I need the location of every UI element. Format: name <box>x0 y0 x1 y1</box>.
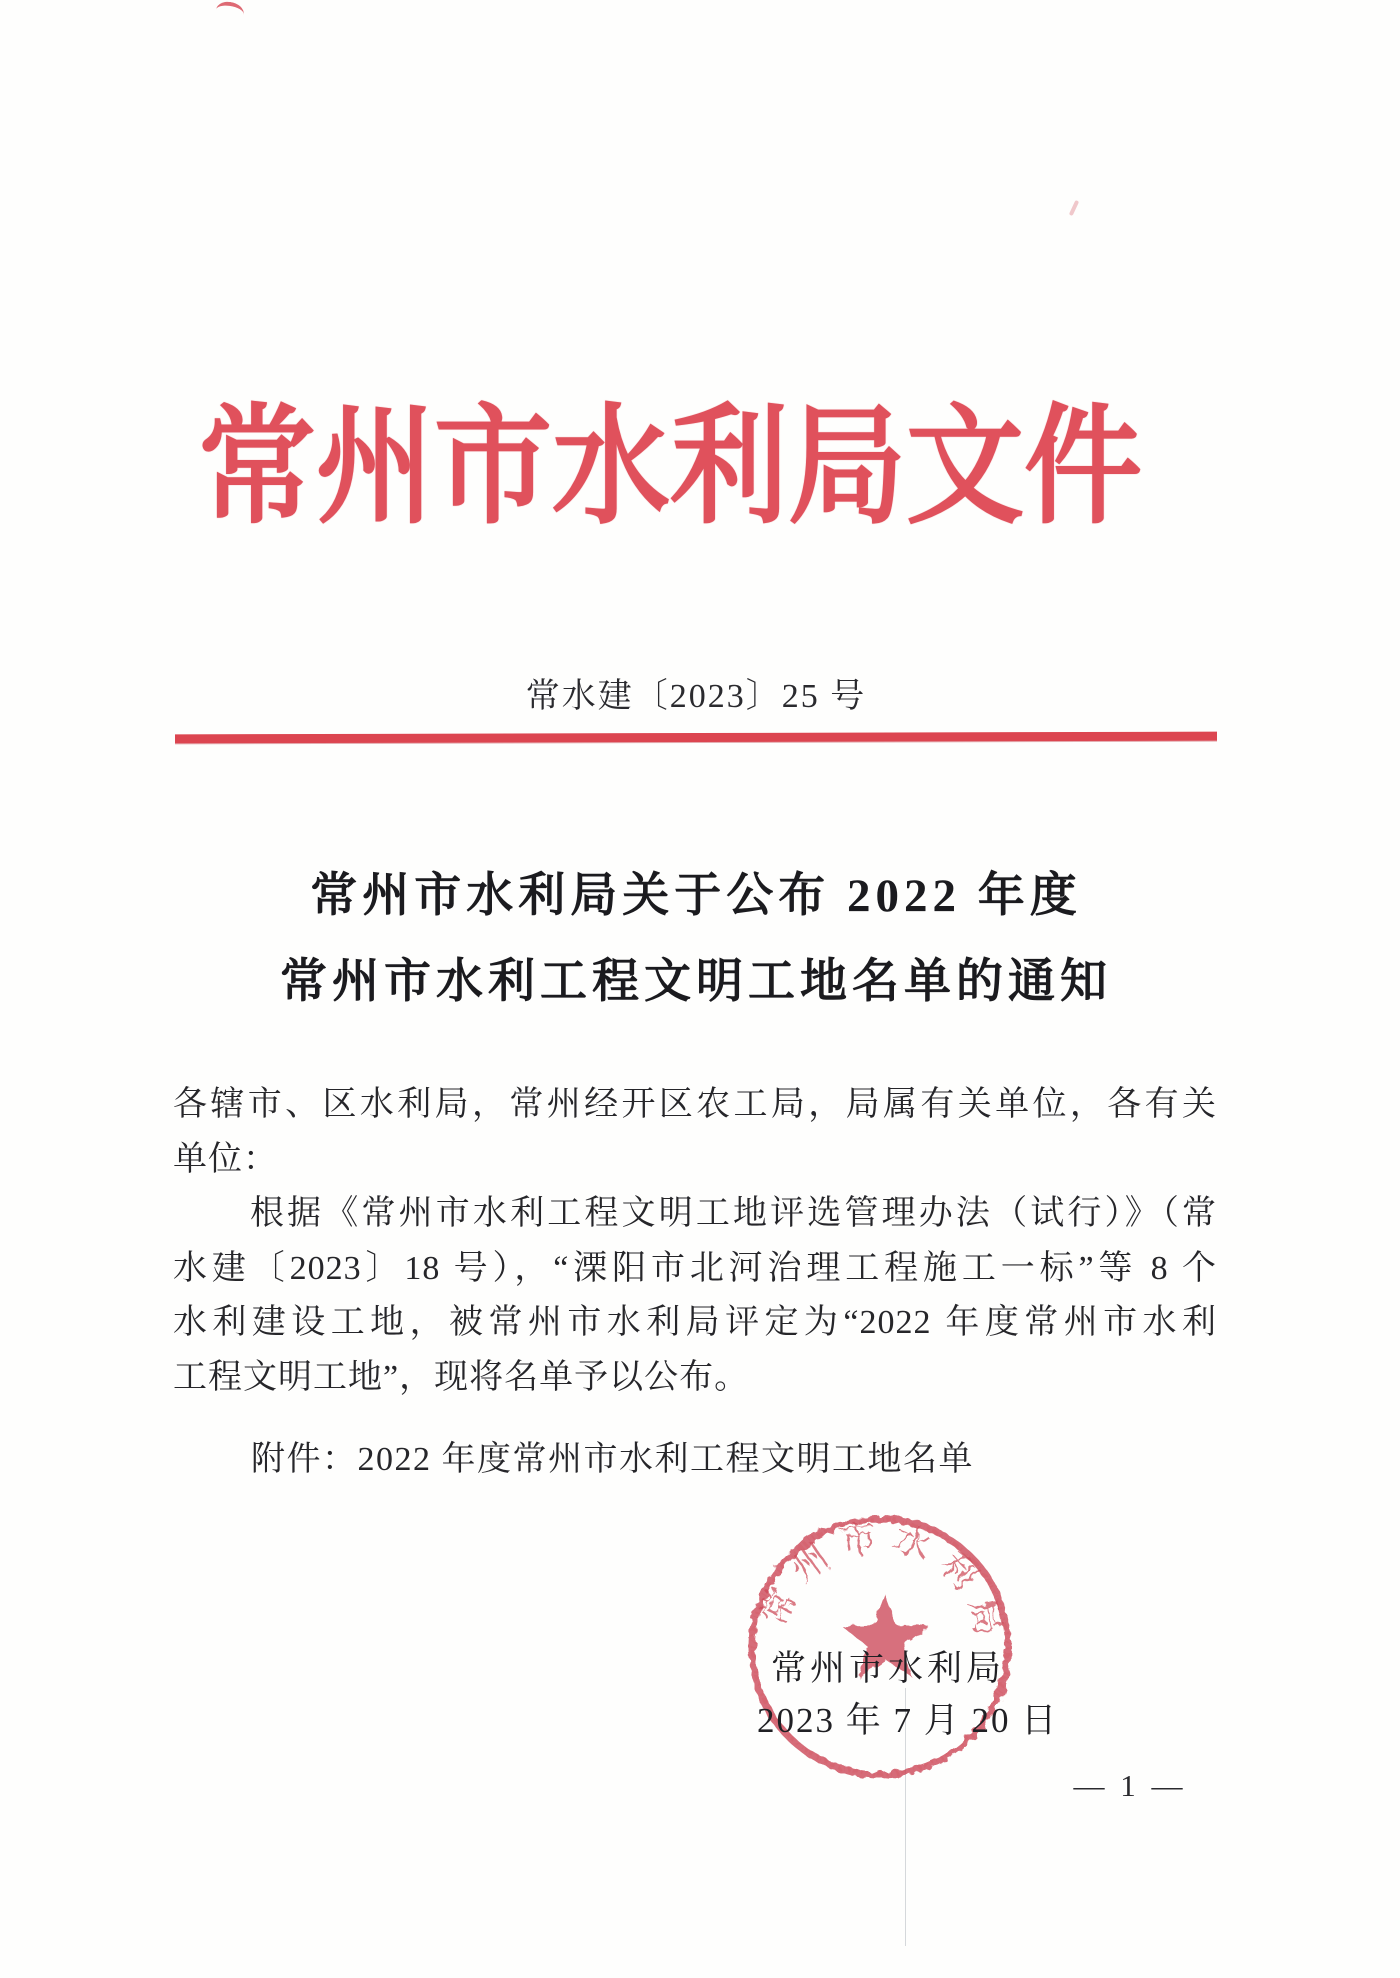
agency-banner-title: 常州市水利局文件 <box>198 395 1143 540</box>
scan-artifact-top-left <box>215 0 245 23</box>
body-line: 工程文明工地”，现将名单予以公布。 <box>173 1358 750 1396</box>
scan-artifact-right <box>1069 200 1079 216</box>
notice-body <box>173 1078 1217 1405</box>
red-separator-line <box>175 732 1217 744</box>
notice-title-line-1: 常州市水利局关于公布 2022 年度 <box>310 870 1082 922</box>
signature-organization: 常州市水利局 <box>771 1649 1006 1688</box>
body-line: 根据《常州市水利工程文明工地评选管理办法（试行）》（常 <box>250 1195 1217 1232</box>
body-line: 单位： <box>173 1140 278 1178</box>
attachment-line: 附件：2022 年度常州市水利工程文明工地名单 <box>251 1441 974 1478</box>
document-number: 常水建〔2023〕25 号 <box>525 678 867 715</box>
body-line: 各辖市、区水利局，常州经开区农工局，局属有关单位，各有关 <box>173 1086 1217 1123</box>
seal-arc-text: 常州市水利局 <box>752 1515 1012 1651</box>
page-number: — 1 — <box>1073 1768 1187 1803</box>
signature-date: 2023 年 7 月 20 日 <box>757 1701 1059 1740</box>
body-line: 水建〔2023〕18 号），“溧阳市北河治理工程施工一标”等 8 个 <box>173 1249 1217 1287</box>
notice-title-line-2: 常州市水利工程文明工地名单的通知 <box>280 956 1112 1008</box>
body-line: 水利建设工地，被常州市水利局评定为“2022 年度常州市水利 <box>173 1304 1217 1341</box>
